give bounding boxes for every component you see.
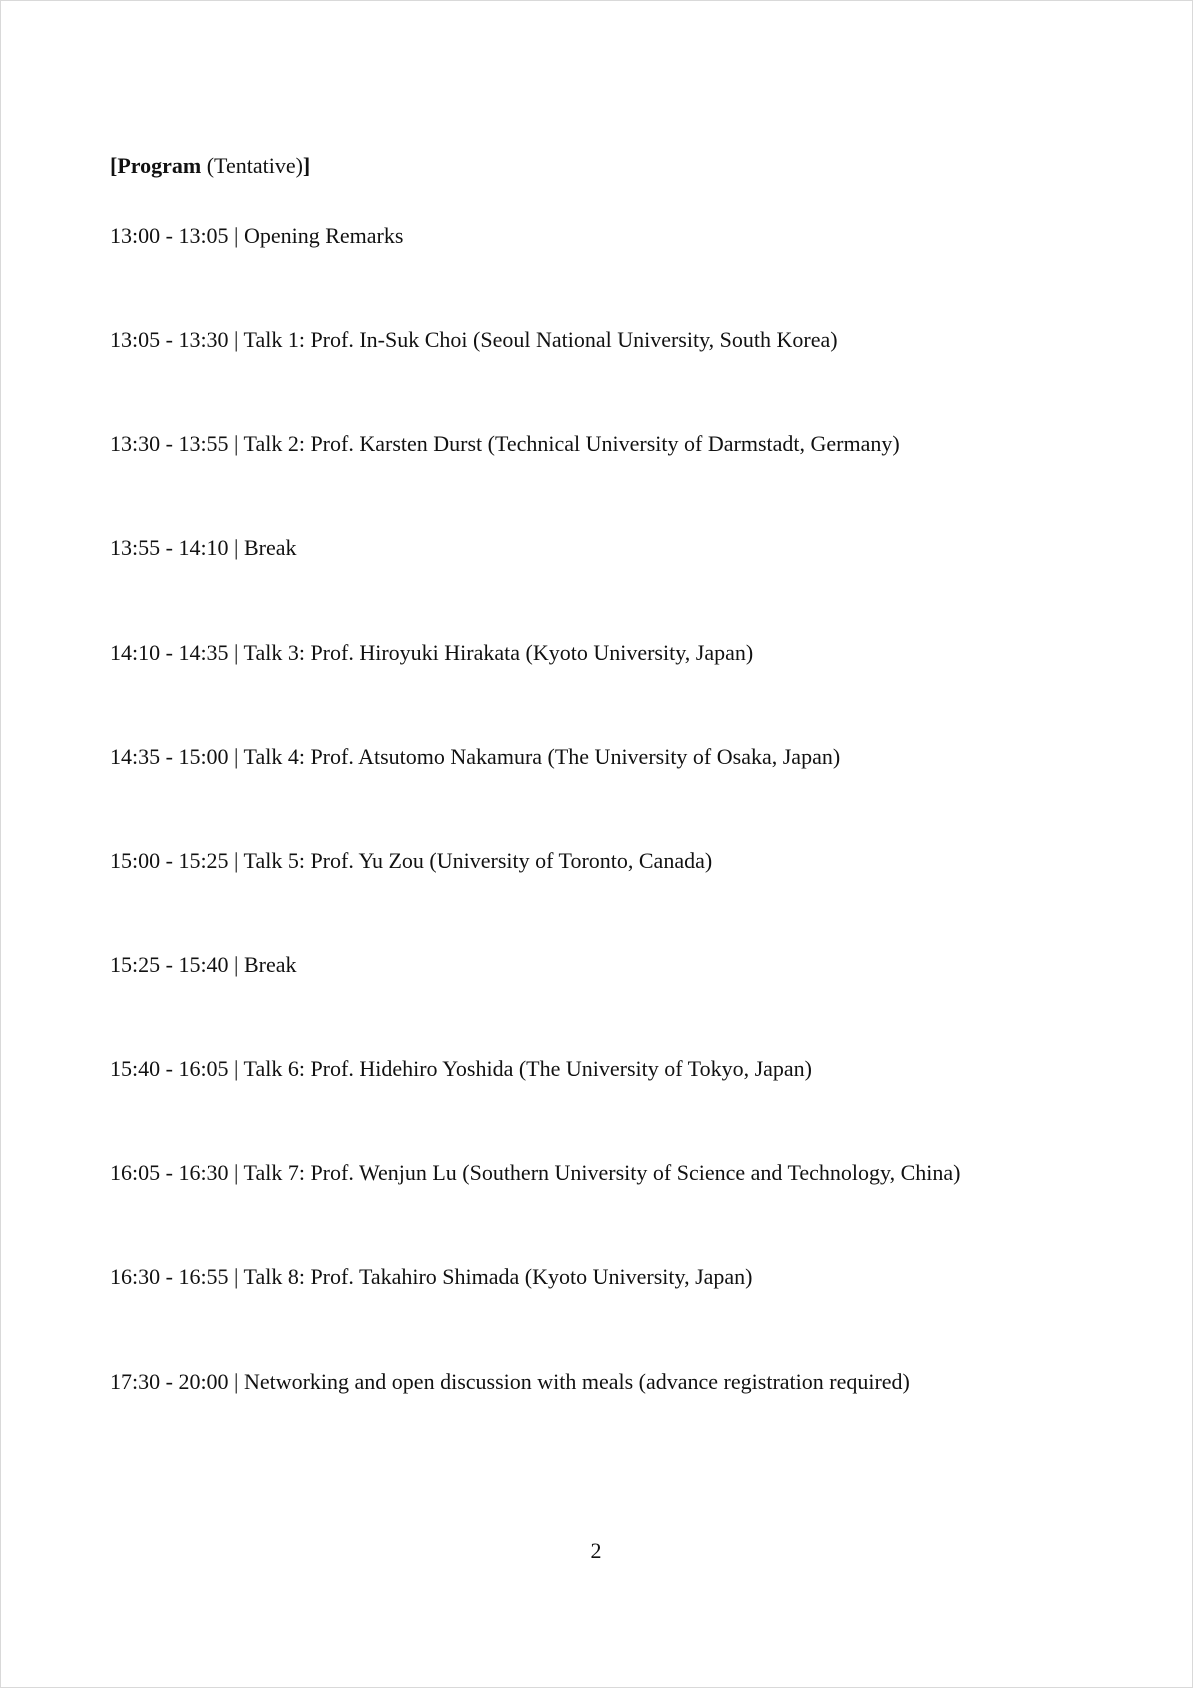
page-number: 2 bbox=[590, 1538, 602, 1563]
program-item-break-2: 15:25 - 15:40 | Break bbox=[110, 952, 297, 977]
heading-bold-label: Program bbox=[117, 153, 202, 178]
program-item-talk-5: 15:00 - 15:25 | Talk 5: Prof. Yu Zou (University of Toronto, Canada) bbox=[110, 848, 713, 873]
program-heading bbox=[110, 151, 310, 181]
program-item-talk-3: 14:10 - 14:35 | Talk 3: Prof. Hiroyuki Hirakata (Kyoto University, Japan) bbox=[110, 640, 754, 665]
program-item-talk-8: 16:30 - 16:55 | Talk 8: Prof. Takahiro Shimada (Kyoto University, Japan) bbox=[110, 1264, 753, 1289]
heading-tentative: (Tentative) bbox=[201, 153, 303, 178]
heading-close-bracket: ] bbox=[302, 153, 311, 178]
program-item-talk-6: 15:40 - 16:05 | Talk 6: Prof. Hidehiro Yoshida (The University of Tokyo, Japan) bbox=[110, 1056, 813, 1081]
program-item-break-1: 13:55 - 14:10 | Break bbox=[110, 535, 297, 560]
heading-open-bracket: [ bbox=[110, 153, 118, 178]
program-item-talk-4: 14:35 - 15:00 | Talk 4: Prof. Atsutomo Nakamura (The University of Osaka, Japan) bbox=[110, 744, 841, 769]
program-item-networking: 17:30 - 20:00 | Networking and open discussion with meals (advance registration required) bbox=[110, 1369, 910, 1394]
program-item-talk-2: 13:30 - 13:55 | Talk 2: Prof. Karsten Durst (Technical University of Darmstadt, Germany) bbox=[110, 431, 900, 456]
program-item-talk-1: 13:05 - 13:30 | Talk 1: Prof. In-Suk Choi (Seoul National University, South Korea) bbox=[110, 327, 838, 352]
program-item-opening-remarks: 13:00 - 13:05 | Opening Remarks bbox=[110, 223, 404, 248]
program-item-talk-7: 16:05 - 16:30 | Talk 7: Prof. Wenjun Lu (Southern University of Science and Technology, China) bbox=[110, 1160, 961, 1185]
